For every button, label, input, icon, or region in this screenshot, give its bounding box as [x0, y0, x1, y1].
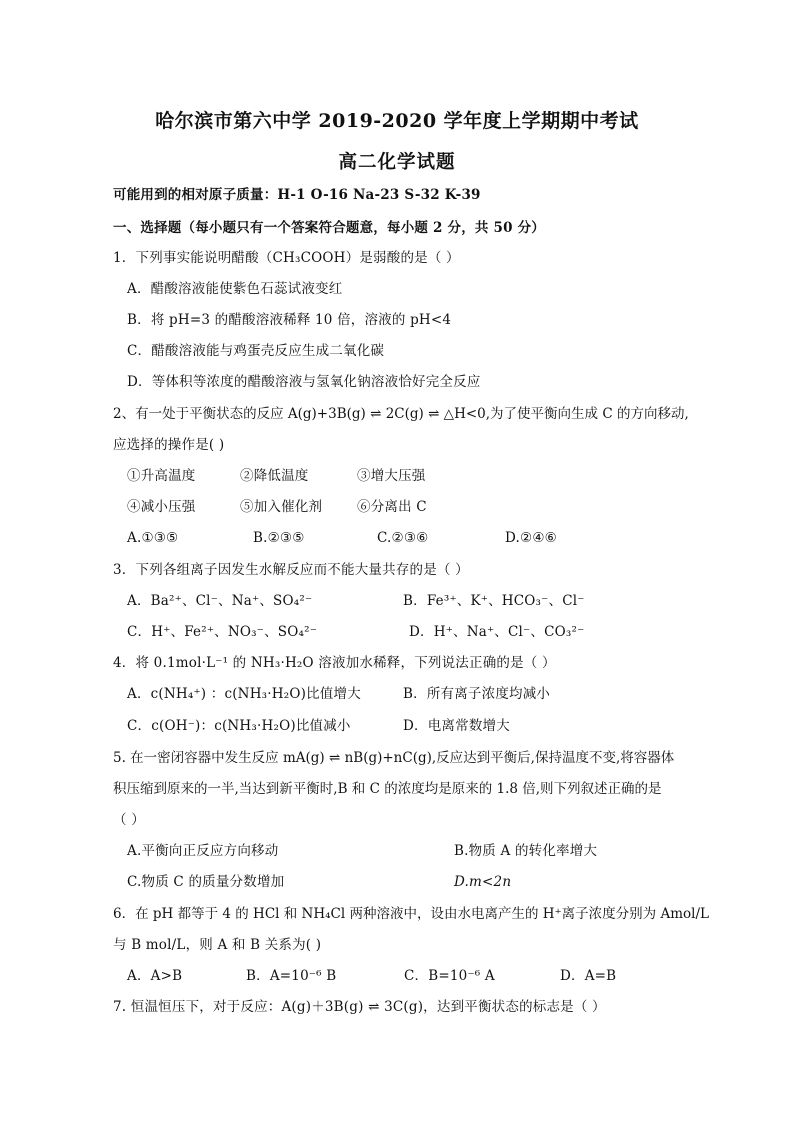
question-1-option-b: B．将 pH=3 的醋酸溶液稀释 10 倍，溶液的 pH<4 — [127, 312, 452, 328]
question-6-stem-line2: 与 B mol/L，则 A 和 B 关系为( ) — [113, 937, 322, 953]
question-5-option-c: C.物质 C 的质量分数增加 — [127, 874, 285, 890]
question-3-option-d: D．H⁺、Na⁺、Cl⁻、CO₃²⁻ — [409, 624, 585, 640]
exam-subtitle: 高二化学试题 — [338, 152, 456, 173]
question-5-stem-line3: （ ） — [113, 812, 145, 828]
question-4-option-a: A．c(NH₄⁺) ：c(NH₃·H₂O)比值增大 — [127, 686, 361, 702]
question-1-option-a: A．醋酸溶液能使紫色石蕊试液变红 — [127, 281, 343, 297]
question-1-option-c: C．醋酸溶液能与鸡蛋壳反应生成二氧化碳 — [127, 343, 385, 359]
question-2-option-b: B.②③⑤ — [253, 530, 305, 546]
section-heading: 一、选择题（每小题只有一个答案符合题意，每小题 2 分，共 50 分） — [113, 220, 545, 236]
question-3-option-a: A．Ba²⁺、Cl⁻、Na⁺、SO₄²⁻ — [127, 593, 313, 609]
question-2-choice-2: ②降低温度 — [240, 468, 309, 484]
question-6-option-c: C．B=10⁻⁶ A — [404, 968, 495, 984]
question-2-choice-1: ①升高温度 — [127, 468, 196, 484]
question-1-option-d: D．等体积等浓度的醋酸溶液与氢氧化钠溶液恰好完全反应 — [127, 374, 481, 390]
question-7-stem: 7. 恒温恒压下，对于反应：A(g)＋3B(g) ⇌ 3C(g)，达到平衡状态的标志是（ ） — [113, 999, 606, 1015]
question-6-option-b: B．A=10⁻⁶ B — [246, 968, 337, 984]
exam-title: 哈尔滨市第六中学 2019-2020 学年度上学期期中考试 — [155, 110, 639, 132]
question-6-option-d: D．A=B — [560, 968, 617, 984]
question-3-option-b: B．Fe³⁺、K⁺、HCO₃⁻、Cl⁻ — [403, 593, 585, 609]
question-4-option-b: B．所有离子浓度均减小 — [403, 686, 551, 702]
question-6-option-a: A．A>B — [127, 968, 183, 984]
question-2-stem-line2: 应选择的操作是( ) — [113, 437, 225, 453]
question-2-choice-4: ④减小压强 — [127, 499, 196, 515]
question-5-option-d: D.m<2n — [454, 874, 512, 890]
question-3-stem: 3．下列各组离子因发生水解反应而不能大量共存的是（ ） — [113, 562, 469, 578]
question-5-option-a: A.平衡向正反应方向移动 — [127, 843, 279, 859]
question-2-stem-line1: 2、有一处于平衡状态的反应 A(g)+3B(g) ⇌ 2C(g) ⇌ △H<0,为了使平衡向生成 C 的方向移动, — [113, 406, 689, 422]
question-3-option-c: C．H⁺、Fe²⁺、NO₃⁻、SO₄²⁻ — [127, 624, 318, 640]
atomic-mass-line: 可能用到的相对原子质量：H-1 O-16 Na-23 S-32 K-39 — [113, 187, 481, 203]
question-6-stem-line1: 6．在 pH 都等于 4 的 HCl 和 NH₄Cl 两种溶液中，设由水电离产生的 H⁺离子浓度分别为 Amol/L — [113, 906, 709, 922]
question-2-option-a: A.①③⑤ — [127, 530, 179, 546]
question-2-option-c: C.②③⑥ — [377, 530, 429, 546]
question-2-choice-3: ③增大压强 — [357, 468, 426, 484]
question-5-stem-line1: 5. 在一密闭容器中发生反应 mA(g) ⇌ nB(g)+nC(g),反应达到平衡后,保持温度不变,将容器体 — [113, 750, 675, 766]
question-2-option-d: D.②④⑥ — [505, 530, 557, 546]
question-4-option-d: D．电离常数增大 — [403, 718, 510, 734]
question-1-stem: 1．下列事实能说明醋酸（CH₃COOH）是弱酸的是（ ） — [113, 250, 460, 266]
question-4-stem: 4．将 0.1mol·L⁻¹ 的 NH₃·H₂O 溶液加水稀释，下列说法正确的是（ ） — [113, 655, 556, 671]
question-4-option-c: C．c(OH⁻)：c(NH₃·H₂O)比值减小 — [127, 718, 351, 734]
question-5-stem-line2: 积压缩到原来的一半,当达到新平衡时,B 和 C 的浓度均是原来的 1.8 倍,则下列叙述正确的是 — [113, 781, 662, 797]
question-5-option-b: B.物质 A 的转化率增大 — [454, 843, 598, 859]
question-2-choice-5: ⑤加入催化剂 — [240, 499, 323, 515]
question-2-choice-6: ⑥分离出 C — [357, 499, 427, 515]
